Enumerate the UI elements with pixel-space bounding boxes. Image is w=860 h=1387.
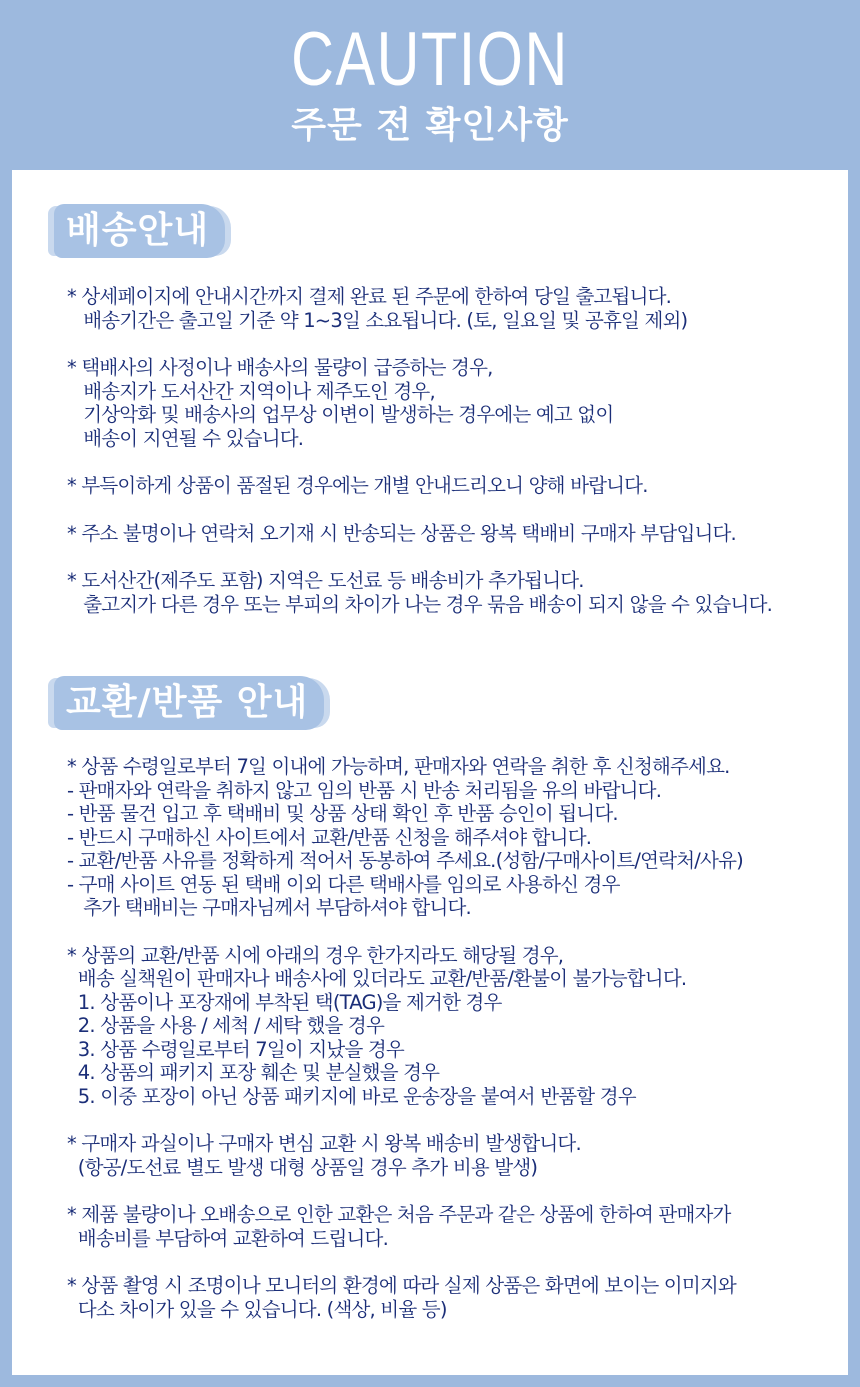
notice-line: - 반품 물건 입고 후 택배비 및 상품 상태 확인 후 반품 승인이 됩니다.	[67, 802, 618, 825]
notice-line: 배송기간은 출고일 기준 약 1~3일 소요됩니다. (토, 일요일 및 공휴일 제외)	[67, 308, 688, 332]
shipping-section-title: 배송안내	[54, 204, 225, 258]
paragraph-spacer	[67, 920, 837, 944]
paragraph-spacer	[67, 1108, 837, 1132]
notice-line: 배송비를 부담하여 교환하여 드립니다.	[67, 1226, 388, 1250]
notice-paragraph	[67, 1203, 837, 1250]
exchange-notice-body	[67, 755, 837, 1321]
notice-line: * 상품의 교환/반품 시에 아래의 경우 한가지라도 해당될 경우,	[67, 943, 564, 967]
notice-line: * 도서산간(제주도 포함) 지역은 도선료 등 배송비가 추가됩니다.	[67, 569, 584, 592]
notice-line: * 구매자 과실이나 구매자 변심 교환 시 왕복 배송비 발생합니다.	[67, 1132, 581, 1155]
notice-line: * 택배사의 사정이나 배송사의 물량이 급증하는 경우,	[67, 356, 493, 379]
paragraph-spacer	[67, 1250, 837, 1274]
notice-line: 1. 상품이나 포장재에 부착된 택(TAG)을 제거한 경우	[67, 990, 502, 1014]
notice-line: 배송이 지연될 수 있습니다.	[67, 426, 304, 450]
notice-line: * 제품 불량이나 오배송으로 인한 교환은 처음 주문과 같은 상품에 한하여 판매자가	[67, 1203, 731, 1226]
notice-line: * 주소 불명이나 연락처 오기재 시 반송되는 상품은 왕복 택배비 구매자 부담입니다.	[67, 521, 736, 545]
notice-line: 4. 상품의 패키지 포장 훼손 및 분실했을 경우	[67, 1061, 440, 1084]
notice-paragraph	[67, 944, 837, 1109]
notice-paragraph	[67, 474, 837, 498]
notice-line: 2. 상품을 사용 / 세척 / 세탁 했을 경우	[67, 1014, 385, 1037]
notice-line: - 구매 사이트 연동 된 택배 이외 다른 택배사를 임의로 사용하신 경우	[67, 872, 620, 896]
notice-line: 배송지가 도서산간 지역이나 제주도인 경우,	[67, 379, 435, 403]
notice-paragraph	[67, 755, 837, 920]
notice-line: 3. 상품 수령일로부터 7일이 지났을 경우	[67, 1037, 404, 1061]
notice-paragraph	[67, 356, 837, 450]
content-panel	[12, 170, 848, 1375]
notice-line: (항공/도선료 별도 발생 대형 상품일 경우 추가 비용 발생)	[67, 1155, 538, 1179]
notice-line: * 부득이하게 상품이 품절된 경우에는 개별 안내드리오니 양해 바랍니다.	[67, 474, 648, 497]
notice-line: * 상품 촬영 시 조명이나 모니터의 환경에 따라 실제 상품은 화면에 보이는 이미지와	[67, 1274, 736, 1297]
notice-line: 기상악화 및 배송사의 업무상 이변이 발생하는 경우에는 예고 없이	[67, 403, 614, 426]
notice-paragraph	[67, 1132, 837, 1179]
paragraph-spacer	[67, 332, 837, 356]
notice-line: * 상세페이지에 안내시간까지 결제 완료 된 주문에 한하여 당일 출고됩니다.	[67, 285, 672, 308]
notice-line: - 판매자와 연락을 취하지 않고 임의 반품 시 반송 처리됨을 유의 바랍니다.	[67, 778, 662, 802]
notice-paragraph	[67, 1274, 837, 1321]
notice-paragraph	[67, 569, 837, 616]
paragraph-spacer	[67, 1179, 837, 1203]
paragraph-spacer	[67, 545, 837, 569]
caution-subtitle: 주문 전 확인사항	[291, 105, 569, 146]
notice-line: 추가 택배비는 구매자님께서 부담하셔야 합니다.	[67, 896, 471, 919]
notice-line: 5. 이중 포장이 아닌 상품 패키지에 바로 운송장을 붙여서 반품할 경우	[67, 1084, 636, 1108]
notice-line: 출고지가 다른 경우 또는 부피의 차이가 나는 경우 묶음 배송이 되지 않을 수 있습니다.	[67, 592, 773, 616]
caution-header	[0, 0, 860, 170]
notice-line: - 교환/반품 사유를 정확하게 적어서 동봉하여 주세요.(성함/구매사이트/연락처/사유)	[67, 849, 743, 872]
paragraph-spacer	[67, 498, 837, 522]
notice-paragraph	[67, 522, 837, 546]
shipping-notice-body	[67, 285, 837, 616]
exchange-section-title: 교환/반품 안내	[54, 676, 324, 730]
notice-line: * 상품 수령일로부터 7일 이내에 가능하며, 판매자와 연락을 취한 후 신청해주세요.	[67, 755, 730, 778]
caution-title: CAUTION	[291, 17, 569, 102]
notice-line: 다소 차이가 있을 수 있습니다. (색상, 비율 등)	[67, 1297, 447, 1321]
notice-line: - 반드시 구매하신 사이트에서 교환/반품 신청을 해주셔야 합니다.	[67, 825, 592, 849]
notice-paragraph	[67, 285, 837, 332]
paragraph-spacer	[67, 450, 837, 474]
notice-line: 배송 실책원이 판매자나 배송사에 있더라도 교환/반품/환불이 불가능합니다.	[67, 967, 687, 990]
